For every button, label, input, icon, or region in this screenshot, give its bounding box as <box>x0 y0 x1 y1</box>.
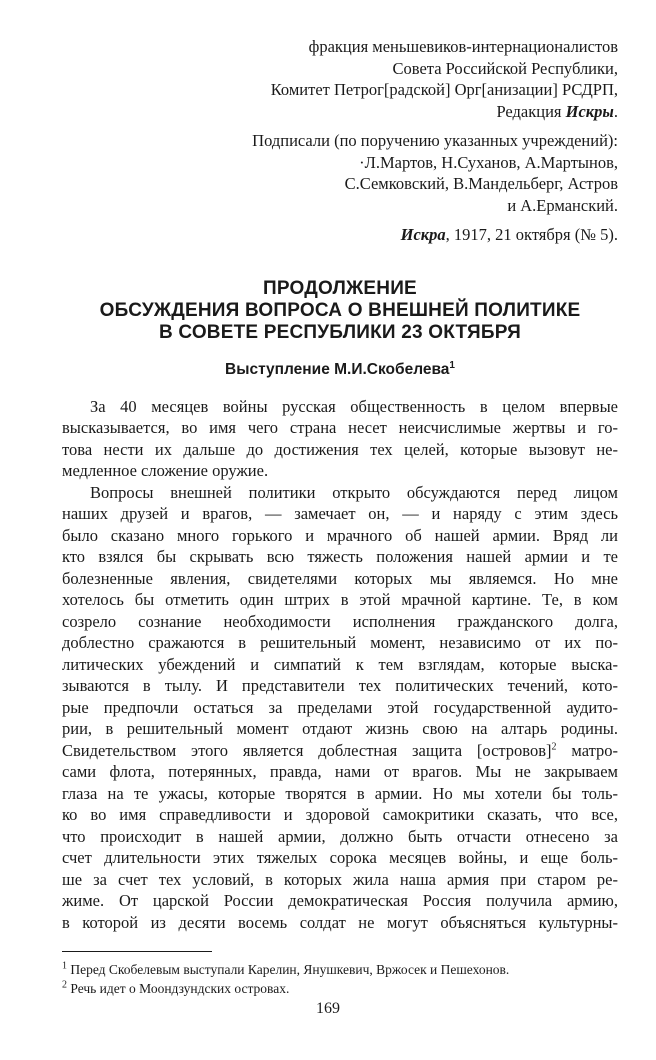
text-line: зываются в тылу. И представители тех политических течений, кото- <box>62 676 618 695</box>
text-line: За 40 месяцев войны русская общественность в целом впервые <box>90 396 618 416</box>
text-line: сами флота, потерянных, правда, нами от врагов. Мы не закрываем <box>62 762 618 781</box>
speech-subtitle: Выступление М.И.Скобелева$^1$ <box>225 359 455 378</box>
footnote-ref: 1 <box>449 359 455 371</box>
text-line: кто взялся бы скрывать всю тяжесть положения нашей армии и те <box>62 547 618 566</box>
editorial-paper: Искры <box>565 101 614 121</box>
text-line: медленное сложение оружие. <box>62 461 269 480</box>
signed-intro: Подписали (по поручению указанных учреждений): <box>252 131 618 150</box>
source-paper: Искра <box>400 225 446 244</box>
source-citation: Искра, 1917, 21 октября (№ 5). <box>400 225 618 244</box>
footnote-divider <box>62 951 212 952</box>
footnote-number: 2 <box>62 979 67 991</box>
text-line: Вопросы внешней политики открыто обсуждаются перед лицом <box>90 482 618 502</box>
text-line: рии, в решительный момент отдают жизнь свою на алтарь родины. <box>62 719 618 738</box>
text-line: глаза на те ужасы, которые творятся в армии. Но мы хотели бы толь- <box>62 783 618 803</box>
text-line: созрело сознание необходимости исполнения гражданского долга, <box>62 611 618 631</box>
text-line: было сказано много горького и мрачного об нашей армии. Вряд ли <box>62 525 618 545</box>
document-page <box>62 36 618 998</box>
text-line: рые предпочли остаться за пределами этой государственной аудито- <box>62 697 618 717</box>
footnote: $^1$ Перед Скобелевым выступали Карелин, Янушкевич, Вржосек и Пешехонов. <box>62 960 510 977</box>
section-title <box>62 278 618 344</box>
text-line: Свидетельством этого является доблестная защита [островов]$^2$ матро- <box>62 740 618 760</box>
signature-block <box>62 36 618 246</box>
text-line: в которой из десяти восемь солдат не могут объясняться культурны- <box>62 912 618 932</box>
title-line: В СОВЕТЕ РЕСПУБЛИКИ 23 ОКТЯБРЯ <box>158 321 521 343</box>
editorial-line: Редакция Искры. <box>496 101 618 121</box>
footnote: $^2$ Речь идет о Моондзундских островах. <box>62 979 290 996</box>
org-line: Совета Российской Республики, <box>392 58 618 78</box>
footnotes <box>62 960 618 998</box>
text-line: жиме. От царской России демократическая Россия получила армию, <box>62 891 618 910</box>
text-line: хотелось бы отметить один штрих в этой мрачной картине. Те, в ком <box>62 590 618 609</box>
body-text <box>62 396 618 934</box>
footnote-ref: 2 <box>551 741 557 752</box>
text-line: что происходит в нашей армии, должно быть отчасти отнесено за <box>62 826 618 846</box>
footnote-number: 1 <box>62 960 67 972</box>
text-line: ко во имя справедливости и здоровой самокритики сказать, что все, <box>62 805 618 824</box>
text-line: литических убеждений и симпатий к тем взглядам, которые выска- <box>62 654 618 674</box>
text-line: болезненные явления, свидетелями которых мы являемся. Но мне <box>62 568 618 588</box>
signer-line: С.Семковский, В.Мандельберг, Астров <box>344 174 618 193</box>
org-line: Комитет Петрог[радской] Орг[анизации] РСДРП, <box>270 80 618 99</box>
page-number: 169 <box>316 1000 340 1017</box>
text-line: наших друзей и врагов, — замечает он, — и наряду с этим здесь <box>62 504 618 523</box>
text-line: ше за счет тех условий, в которых жила наша армия при старом ре- <box>62 869 618 889</box>
text-line: това нести их дальше до достижения тех целей, которые вызовут не- <box>62 439 618 459</box>
title-line: ОБСУЖДЕНИЯ ВОПРОСА О ВНЕШНЕЙ ПОЛИТИКЕ <box>99 299 581 321</box>
signer-line: ·Л.Мартов, Н.Суханов, А.Мартынов, <box>359 152 618 172</box>
signer-line: и А.Ерманский. <box>507 195 618 215</box>
text-line: счет длительности этих тяжелых сорока месяцев войны, и еще боль- <box>62 848 618 867</box>
org-line: фракция меньшевиков-интернационалистов <box>308 37 618 56</box>
text-line: доблестно сражаются в решительный момент, независимо от их по- <box>62 633 618 652</box>
text-line: высказывается, во имя чего страна несет неисчислимые жертвы и го- <box>62 418 618 437</box>
title-line: ПРОДОЛЖЕНИЕ <box>263 277 417 299</box>
